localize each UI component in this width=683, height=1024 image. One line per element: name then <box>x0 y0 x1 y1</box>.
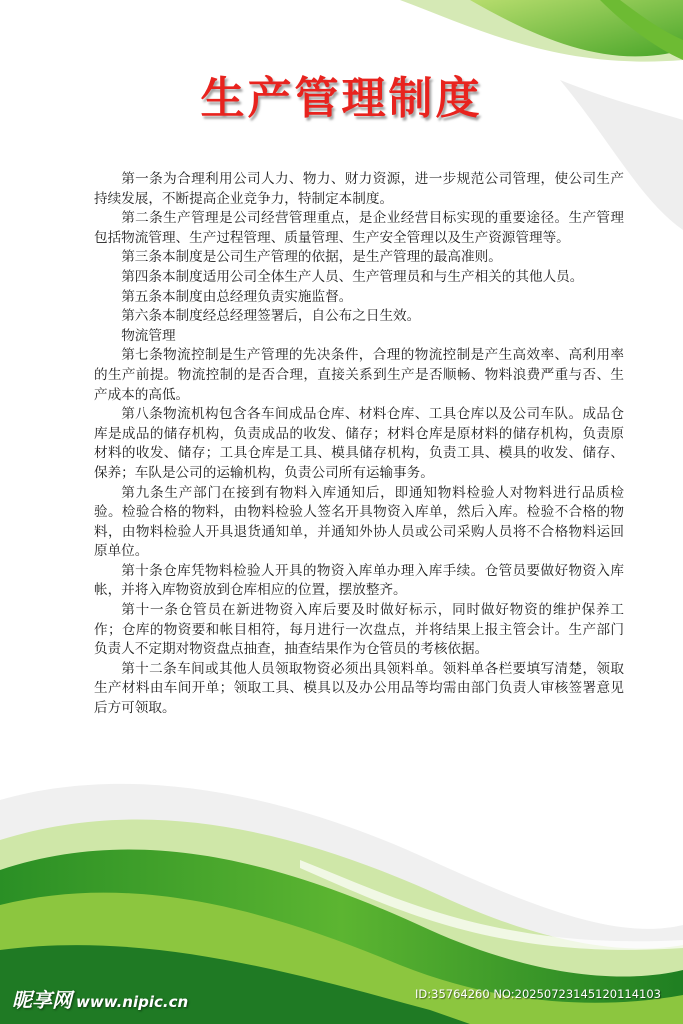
article-1: 第一条为合理利用公司人力、物力、财力资源，进一步规范公司管理，使公司生产持续发展，不断提高企业竞争力，特制定本制度。 <box>94 171 624 207</box>
watermark-url: www.nipic.cn <box>76 993 189 1011</box>
article-10: 第十条仓库凭物料检验人开具的物资入库单办理入库手续。仓管员要做好物资入库帐，并将入库物资放到仓库相应的位置，摆放整齐。 <box>94 562 624 599</box>
article-6: 第六条本制度经总经理签署后，自公布之日生效。 <box>121 308 421 325</box>
article-5: 第五条本制度由总经理负责实施监督。 <box>121 288 353 305</box>
watermark-logo <box>12 984 188 1013</box>
article-8: 第八条物流机构包含各车间成品仓库、材料仓库、工具仓库以及公司车队。成品仓库是成品的储存机构，负责成品的收发、储存；材料仓库是原材料的储存机构，负责原材料的收发、储存；工具仓库是工具、模具储存机构，负责工具、模具的收发、储存、保养；车队是公司的运输机构，负责公司所有运输事务。 <box>94 406 624 481</box>
article-3: 第三条本制度是公司生产管理的依据，是生产管理的最高准则。 <box>121 249 502 266</box>
article-4: 第四条本制度适用公司全体生产人员、生产管理员和与生产相关的其他人员。 <box>121 268 584 285</box>
section-heading-logistics: 物流管理 <box>121 327 176 344</box>
regulation-body <box>94 170 624 719</box>
watermark-id: ID:35764260 NO:20250723145120114103 <box>415 987 661 1001</box>
watermark-logo-text: 昵享网 <box>12 988 72 1012</box>
article-7: 第七条物流控制是生产管理的先决条件，合理的物流控制是产生高效率、高利用率的生产前提。物流控制的是否合理，直接关系到生产是否顺畅、物料浪费严重与否、生产成本的高低。 <box>94 347 624 403</box>
article-2: 第二条生产管理是公司经营管理重点，是企业经营目标实现的重要途径。生产管理包括物流管理、生产过程管理、质量管理、生产安全管理以及生产资源管理等。 <box>94 210 624 246</box>
poster-title: 生产管理制度 <box>200 73 483 124</box>
article-9: 第九条生产部门在接到有物料入库通知后，即通知物料检验人对物料进行品质检验。检验合格的物料，由物料检验人签名开具物资入库单，然后入库。检验不合格的物料，由物料检验人开具退货通知单，并通知外协人员或公司采购人员将不合格物料运回原单位。 <box>94 484 624 560</box>
article-12: 第十二条车间或其他人员领取物资必须出具领料单。领料单各栏要填写清楚，领取生产材料由车间开单；领取工具、模具以及办公用品等均需由部门负责人审核签署意见后方可领取。 <box>94 660 624 717</box>
article-11: 第十一条仓管员在新进物资入库后要及时做好标示，同时做好物资的维护保养工作；仓库的物资要和帐目相符，每月进行一次盘点，并将结果上报主管会计。生产部门负责人不定期对物资盘点抽查，抽查结果作为仓管员的考核依据。 <box>94 602 624 658</box>
